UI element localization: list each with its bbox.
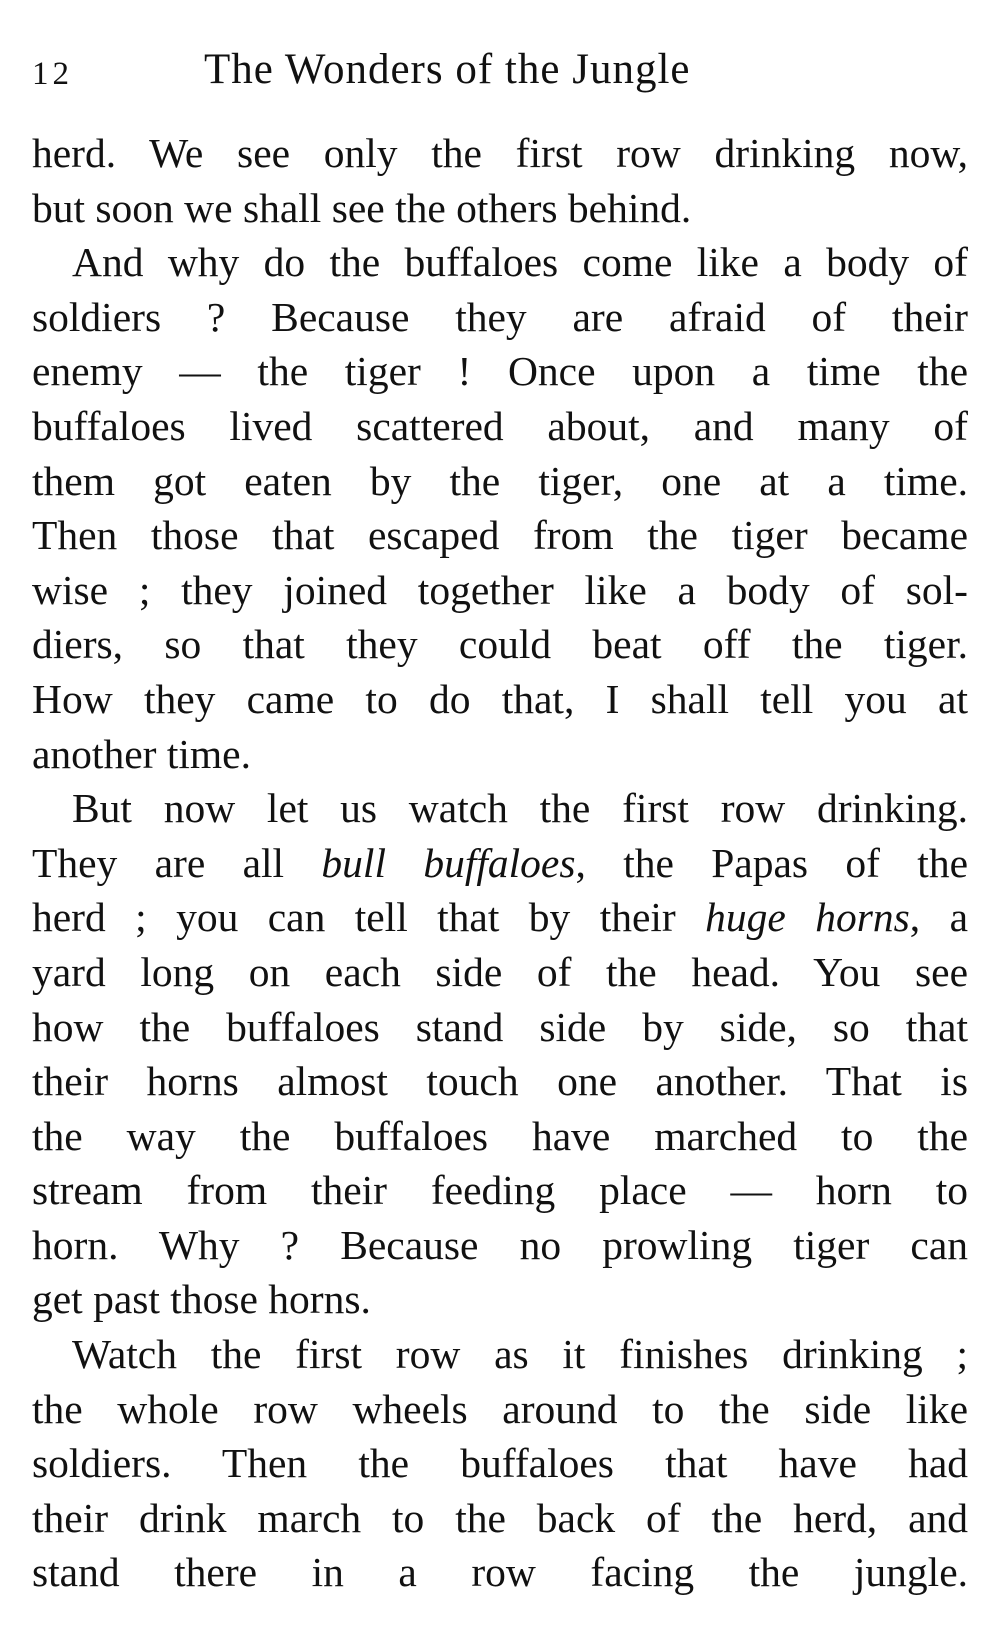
text-line: the way the buffaloes have marched to the	[32, 1112, 968, 1159]
text-line: buffaloes lived scattered about, and many of	[32, 402, 968, 449]
text-segment: , the Papas of the	[575, 839, 968, 886]
running-head	[32, 40, 968, 100]
text-line: Then those that escaped from the tiger became	[32, 512, 968, 559]
body-text	[32, 126, 968, 1600]
text-segment: , a	[909, 894, 968, 941]
text-line: Watch the first row as it finishes drinking ;	[72, 1331, 968, 1378]
text-line	[32, 890, 968, 945]
text-line: how the buffaloes stand side by side, so that	[32, 1003, 968, 1050]
text-line: enemy — the tiger ! Once upon a time the	[32, 348, 968, 395]
text-line: But now let us watch the first row drinking.	[72, 785, 968, 832]
text-line: soldiers ? Because they are afraid of their	[32, 293, 968, 340]
text-line: their drink march to the back of the herd, and	[32, 1494, 968, 1541]
italic-phrase: bull buffaloes	[321, 839, 576, 886]
text-segment: herd ; you can tell that by their	[32, 894, 706, 941]
italic-phrase: huge horns	[705, 894, 910, 941]
text-line: wise ; they joined together like a body of sol-	[32, 566, 968, 613]
page-number: 12	[32, 56, 73, 92]
text-segment: They are all	[32, 839, 322, 886]
paragraph	[32, 235, 968, 781]
text-line: stream from their feeding place — horn to	[32, 1167, 968, 1214]
paragraph	[32, 781, 968, 1327]
text-line: stand there in a row facing the jungle.	[32, 1549, 968, 1596]
text-line: another time.	[32, 730, 251, 777]
text-line: diers, so that they could beat off the tiger.	[32, 621, 968, 668]
text-line: horn. Why ? Because no prowling tiger can	[32, 1221, 968, 1268]
book-page	[32, 40, 968, 1600]
text-line: their horns almost touch one another. That is	[32, 1058, 968, 1105]
text-line: And why do the buffaloes come like a body of	[72, 239, 968, 286]
text-line	[32, 836, 968, 891]
book-title: The Wonders of the Jungle	[204, 46, 691, 93]
text-line: get past those horns.	[32, 1276, 371, 1323]
text-line: How they came to do that, I shall tell you at	[32, 675, 968, 722]
text-line: soldiers. Then the buffaloes that have had	[32, 1440, 968, 1487]
text-line: herd. We see only the first row drinking now,	[32, 130, 968, 176]
paragraph	[32, 1327, 968, 1600]
text-line: but soon we shall see the others behind.	[32, 184, 692, 231]
text-line: the whole row wheels around to the side like	[32, 1385, 968, 1432]
text-line: yard long on each side of the head. You see	[32, 948, 968, 995]
text-line: them got eaten by the tiger, one at a time.	[32, 457, 968, 504]
paragraph	[32, 126, 968, 235]
